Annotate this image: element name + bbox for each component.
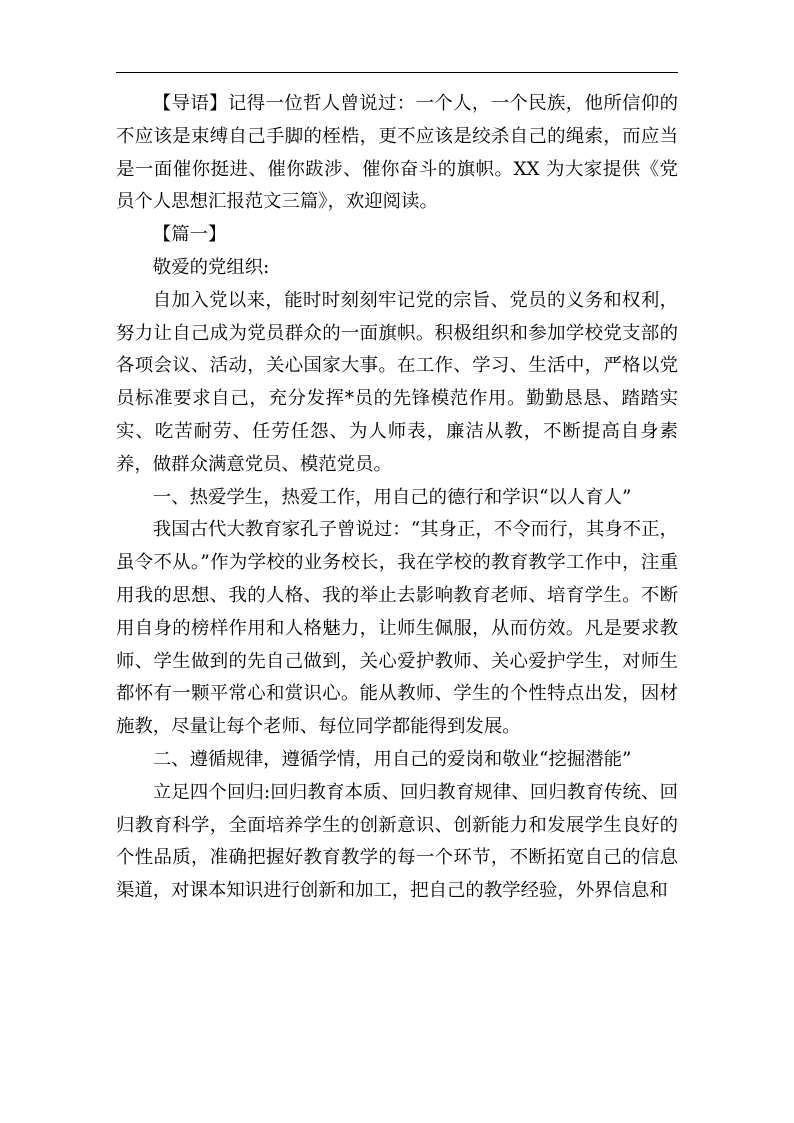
document-body <box>116 88 678 908</box>
salutation: 敬爱的党组织: <box>152 256 270 278</box>
body-paragraph: 我国古代大教育家孔子曾说过：“其身正，不令而行，其身不正，虽令不从。”作为学校的业务校长，我在学校的教育教学工作中，注重用我的思想、我的人格、我的举止去影响教育老师、培育学生。不断用自身的榜样作用和人格魅力，让师生佩服，从而仿效。凡是要求教师、学生做到的先自己做到，关心爱护教师、关心爱护学生，对师生都怀有一颗平常心和赏识心。能从教师、学生的个性特点出发，因材施教，尽量让每个老师、每位同学都能得到发展。 <box>116 519 678 738</box>
body-paragraph: 自加入党以来，能时时刻刻牢记党的宗旨、党员的义务和权利，努力让自己成为党员群众的一面旗帜。积极组织和参加学校党支部的各项会议、活动，关心国家大事。在工作、学习、生活中，严格以党员标准要求自己，充分发挥*员的先锋模范作用。勤勤恳恳、踏踏实实、吃苦耐劳、任劳任怨、为人师表，廉洁从教，不断提高自身素养，做群众满意党员、模范党员。 <box>116 289 678 475</box>
intro-paragraph: 【导语】记得一位哲人曾说过：一个人，一个民族，他所信仰的不应该是束缚自己手脚的桎梏，更不应该是绞杀自己的绳索，而应当是一面催你挺进、催你跋涉、催你奋斗的旗帜。XX 为大家提供《党员个人思想汇报范文三篇》，欢迎阅读。 <box>116 93 678 213</box>
section-title: 【篇一】 <box>152 224 227 246</box>
subheading-2: 二、遵循规律，遵循学情，用自己的爱岗和敬业“挖掘潜能” <box>152 748 632 770</box>
body-paragraph: 立足四个回归:回归教育本质、回归教育规律、回归教育传统、回归教育科学，全面培养学生的创新意识、创新能力和发展学生良好的个性品质，准确把握好教育教学的每一个环节，不断拓宽自己的信息渠道，对课本知识进行创新和加工，把自己的教学经验，外界信息和 <box>116 781 678 902</box>
subheading-1: 一、热爱学生，热爱工作，用自己的德行和学识“以人育人” <box>152 486 632 508</box>
header-rule <box>116 72 678 73</box>
